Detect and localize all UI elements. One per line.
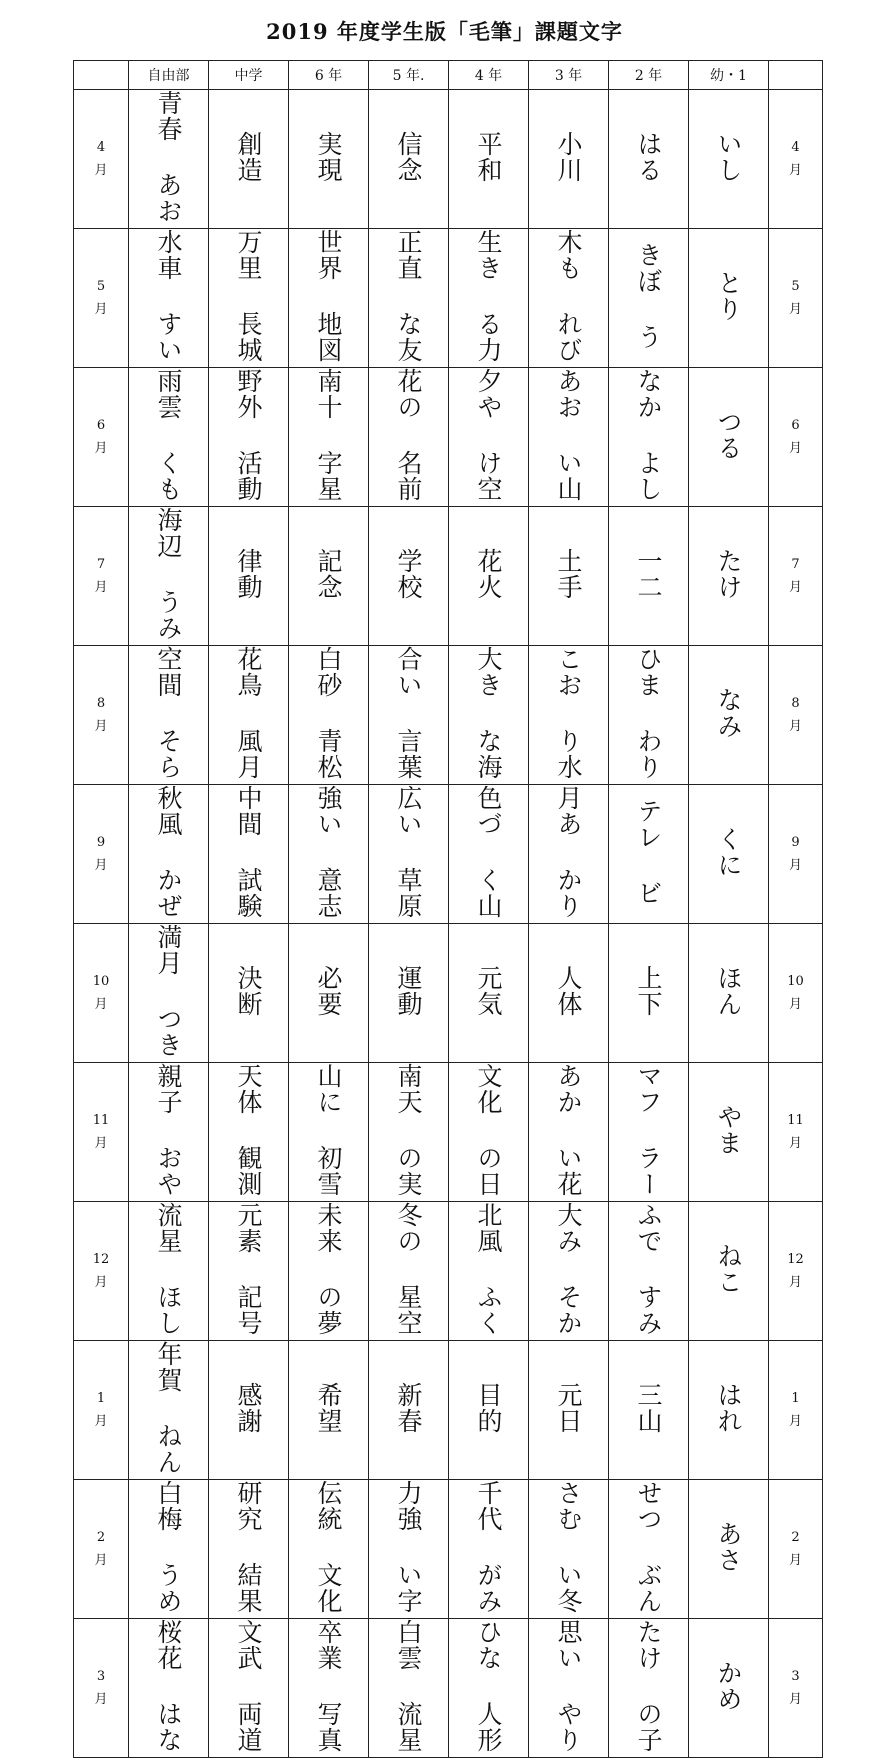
- month-number: 2: [96, 1530, 106, 1545]
- assignment-cell: [449, 924, 529, 1063]
- assignment-cell: [529, 1480, 609, 1619]
- assignment-text: とり: [714, 270, 743, 322]
- month-number: 11: [92, 1113, 110, 1128]
- assignment-cell: [369, 229, 449, 368]
- assignment-cell: [209, 368, 289, 507]
- assignment-cell: [209, 1480, 289, 1619]
- assignment-cell: [369, 1480, 449, 1619]
- month-number: 12: [787, 1252, 804, 1267]
- assignment-text: なみ: [714, 687, 743, 739]
- month-number: 5: [96, 279, 106, 294]
- assignment-text: やま: [714, 1104, 743, 1156]
- assignment-text: 文化 の日: [474, 1063, 503, 1197]
- month-unit: 月: [788, 1553, 802, 1568]
- month-label-left: [74, 368, 129, 507]
- assignment-text: 大み そか: [554, 1202, 583, 1336]
- assignment-cell: [289, 646, 369, 785]
- assignment-cell: [209, 1063, 289, 1202]
- assignment-cell: [529, 507, 609, 646]
- assignment-cell: [369, 785, 449, 924]
- assignment-cell: [129, 507, 209, 646]
- assignment-text: 空間 そら: [154, 646, 183, 780]
- assignment-text: なか よし: [634, 368, 663, 502]
- assignment-text: 北風 ふく: [474, 1202, 503, 1336]
- assignment-text: 研究 結果: [234, 1480, 263, 1614]
- assignment-text: 雨雲 くも: [154, 368, 183, 502]
- assignment-cell: [369, 1341, 449, 1480]
- month-unit: 月: [94, 302, 108, 317]
- month-unit: 月: [94, 1275, 108, 1290]
- assignment-text: 信念: [394, 131, 423, 183]
- assignment-text: 白雲 流星: [394, 1619, 423, 1753]
- assignment-text: 世界 地図: [314, 229, 343, 363]
- assignment-cell: [129, 924, 209, 1063]
- assignment-text: つる: [714, 409, 743, 461]
- assignment-text: いし: [714, 131, 743, 183]
- assignment-cell: [449, 1063, 529, 1202]
- assignment-cell: [689, 507, 769, 646]
- assignment-cell: [609, 1202, 689, 1341]
- assignment-text: 千代 がみ: [474, 1480, 503, 1614]
- assignment-cell: [689, 1341, 769, 1480]
- table-row: [74, 507, 823, 646]
- assignment-text: 文武 両道: [234, 1619, 263, 1753]
- assignment-cell: [449, 90, 529, 229]
- month-label-left: [74, 785, 129, 924]
- assignment-text: 秋風 かぜ: [154, 785, 183, 919]
- assignment-cell: [449, 1619, 529, 1758]
- month-label-right: [769, 1063, 823, 1202]
- assignment-cell: [449, 785, 529, 924]
- assignment-text: 南天 の実: [394, 1063, 423, 1197]
- table-row: [74, 1480, 823, 1619]
- assignment-cell: [529, 1063, 609, 1202]
- month-unit: 月: [94, 163, 108, 178]
- assignment-text: 平和: [474, 131, 503, 183]
- assignment-text: 未来 の夢: [314, 1202, 343, 1336]
- header-grade5: 5 年.: [369, 61, 449, 90]
- assignment-text: 元日: [554, 1382, 583, 1434]
- month-number: 12: [92, 1252, 110, 1267]
- assignment-text: 木も れび: [554, 229, 583, 363]
- assignment-cell: [369, 90, 449, 229]
- assignment-text: ひな 人形: [474, 1619, 503, 1753]
- assignment-text: あか い花: [554, 1063, 583, 1197]
- month-number: 5: [791, 279, 800, 294]
- month-unit: 月: [788, 302, 802, 317]
- assignment-text: くに: [714, 826, 743, 878]
- assignment-text: せつ ぶん: [634, 1480, 663, 1614]
- header-grade3: 3 年: [529, 61, 609, 90]
- assignment-cell: [449, 229, 529, 368]
- month-unit: 月: [788, 997, 802, 1012]
- assignment-text: テレ ビ: [634, 798, 663, 906]
- assignment-text: 思い やり: [554, 1619, 583, 1753]
- table-row: [74, 646, 823, 785]
- assignment-text: 親子 おや: [154, 1063, 183, 1197]
- month-label-left: [74, 1341, 129, 1480]
- assignment-text: 実現: [314, 131, 343, 183]
- month-label-right: [769, 924, 823, 1063]
- month-unit: 月: [94, 580, 108, 595]
- assignment-text: 中間 試験: [234, 785, 263, 919]
- month-unit: 月: [788, 1414, 802, 1429]
- assignment-text: 一二: [634, 548, 663, 600]
- month-label-right: [769, 368, 823, 507]
- assignment-cell: [529, 90, 609, 229]
- assignment-cell: [209, 507, 289, 646]
- assignment-text: 決断: [234, 965, 263, 1017]
- month-number: 4: [791, 140, 800, 155]
- assignment-cell: [689, 1480, 769, 1619]
- month-label-right: [769, 90, 823, 229]
- assignment-cell: [529, 646, 609, 785]
- assignment-text: マフ ラー: [634, 1063, 663, 1197]
- assignment-text: 希望: [314, 1382, 343, 1434]
- month-number: 1: [96, 1391, 106, 1406]
- assignment-cell: [289, 1619, 369, 1758]
- assignment-cell: [609, 229, 689, 368]
- assignment-text: 人体: [554, 965, 583, 1017]
- table-row: [74, 924, 823, 1063]
- assignment-cell: [529, 368, 609, 507]
- assignment-cell: [609, 90, 689, 229]
- assignment-text: きぼ う: [634, 242, 663, 350]
- header-row: [74, 61, 823, 90]
- assignment-text: 感謝: [234, 1382, 263, 1434]
- assignment-cell: [289, 90, 369, 229]
- assignment-cell: [289, 368, 369, 507]
- month-label-left: [74, 1480, 129, 1619]
- header-grade2: 2 年: [609, 61, 689, 90]
- month-number: 8: [791, 696, 800, 711]
- assignment-text: 冬の 星空: [394, 1202, 423, 1336]
- assignment-text: さむ い冬: [554, 1480, 583, 1614]
- month-unit: 月: [94, 441, 108, 456]
- month-label-left: [74, 229, 129, 368]
- assignment-text: 元気: [474, 965, 503, 1017]
- month-label-right: [769, 229, 823, 368]
- assignment-text: 白砂 青松: [314, 646, 343, 780]
- assignment-cell: [609, 1480, 689, 1619]
- header-youji-grade1: 幼・1: [689, 61, 769, 90]
- assignment-cell: [529, 785, 609, 924]
- assignment-cell: [449, 368, 529, 507]
- month-number: 3: [96, 1669, 106, 1684]
- month-number: 2: [791, 1530, 800, 1545]
- assignment-text: たけ の子: [634, 1619, 663, 1753]
- assignment-text: 上下: [634, 965, 663, 1017]
- assignment-text: はる: [634, 131, 663, 183]
- month-unit: 月: [788, 163, 802, 178]
- assignment-text: 学校: [394, 548, 423, 600]
- month-unit: 月: [788, 580, 802, 595]
- table-row: [74, 785, 823, 924]
- table-row: [74, 1202, 823, 1341]
- assignment-cell: [689, 1202, 769, 1341]
- month-label-right: [769, 507, 823, 646]
- assignment-text: 花火: [474, 548, 503, 600]
- assignment-text: 運動: [394, 965, 423, 1017]
- assignment-cell: [209, 90, 289, 229]
- assignment-text: 年賀 ねん: [154, 1341, 183, 1475]
- month-unit: 月: [788, 1692, 802, 1707]
- assignment-cell: [449, 646, 529, 785]
- assignment-cell: [609, 1341, 689, 1480]
- month-label-left: [74, 90, 129, 229]
- month-label-left: [74, 1202, 129, 1341]
- assignment-text: 白梅 うめ: [154, 1480, 183, 1614]
- assignment-text: 新春: [394, 1382, 423, 1434]
- assignment-text: たけ: [714, 548, 743, 600]
- assignment-text: 記念: [314, 548, 343, 600]
- header-grade4: 4 年: [449, 61, 529, 90]
- assignment-cell: [689, 90, 769, 229]
- assignment-cell: [369, 1063, 449, 1202]
- assignment-cell: [209, 646, 289, 785]
- assignment-cell: [689, 924, 769, 1063]
- month-label-left: [74, 1619, 129, 1758]
- month-unit: 月: [94, 719, 108, 734]
- table-row: [74, 229, 823, 368]
- assignment-text: 色づ く山: [474, 785, 503, 919]
- assignment-text: ねこ: [714, 1243, 743, 1295]
- month-number: 10: [787, 974, 804, 989]
- assignment-cell: [449, 507, 529, 646]
- month-number: 9: [96, 835, 106, 850]
- assignment-cell: [529, 1202, 609, 1341]
- month-label-left: [74, 507, 129, 646]
- assignment-text: 海辺 うみ: [154, 507, 183, 641]
- assignment-text: 卒業 写真: [314, 1619, 343, 1753]
- assignment-text: 月あ かり: [554, 785, 583, 919]
- assignment-cell: [369, 1619, 449, 1758]
- assignment-cell: [129, 1202, 209, 1341]
- assignment-text: 花の 名前: [394, 368, 423, 502]
- assignment-cell: [209, 785, 289, 924]
- assignment-text: 律動: [234, 548, 263, 600]
- table-row: [74, 1619, 823, 1758]
- assignment-cell: [289, 1063, 369, 1202]
- assignment-text: ほん: [714, 965, 743, 1017]
- assignment-text: ふで すみ: [634, 1202, 663, 1336]
- month-unit: 月: [788, 858, 802, 873]
- assignment-cell: [289, 229, 369, 368]
- assignment-cell: [369, 1202, 449, 1341]
- assignment-cell: [129, 1063, 209, 1202]
- assignment-cell: [609, 1619, 689, 1758]
- assignment-cell: [609, 1063, 689, 1202]
- month-number: 10: [92, 974, 110, 989]
- assignment-text: あお い山: [554, 368, 583, 502]
- assignment-cell: [129, 229, 209, 368]
- assignment-text: ひま わり: [634, 646, 663, 780]
- assignment-cell: [449, 1480, 529, 1619]
- month-unit: 月: [788, 719, 802, 734]
- month-label-left: [74, 1063, 129, 1202]
- assignment-text: 目的: [474, 1382, 503, 1434]
- page-title: 2019 年度学生版「毛筆」課題文字: [266, 19, 623, 44]
- month-label-right: [769, 1341, 823, 1480]
- assignment-text: 天体 観測: [234, 1063, 263, 1197]
- assignment-text: 満月 つき: [154, 924, 183, 1058]
- assignment-text: 南十 字星: [314, 368, 343, 502]
- assignment-text: 強い 意志: [314, 785, 343, 919]
- assignment-cell: [209, 1619, 289, 1758]
- month-number: 11: [787, 1113, 804, 1128]
- assignment-text: 元素 記号: [234, 1202, 263, 1336]
- month-label-right: [769, 1619, 823, 1758]
- assignment-text: 桜花 はな: [154, 1619, 183, 1753]
- header-blank-left: [74, 61, 129, 90]
- month-number: 8: [96, 696, 106, 711]
- assignment-cell: [129, 1480, 209, 1619]
- month-unit: 月: [94, 1414, 108, 1429]
- assignment-text: 伝統 文化: [314, 1480, 343, 1614]
- assignment-text: 必要: [314, 965, 343, 1017]
- table-row: [74, 90, 823, 229]
- assignment-cell: [529, 229, 609, 368]
- month-unit: 月: [94, 858, 108, 873]
- assignment-cell: [449, 1202, 529, 1341]
- month-number: 6: [791, 418, 800, 433]
- assignment-cell: [609, 368, 689, 507]
- month-number: 6: [96, 418, 106, 433]
- month-number: 9: [791, 835, 800, 850]
- month-number: 7: [96, 557, 106, 572]
- assignment-cell: [289, 785, 369, 924]
- month-unit: 月: [94, 997, 108, 1012]
- month-label-right: [769, 785, 823, 924]
- assignment-cell: [369, 924, 449, 1063]
- assignment-cell: [289, 1341, 369, 1480]
- assignment-cell: [289, 507, 369, 646]
- assignment-text: 野外 活動: [234, 368, 263, 502]
- assignment-text: 創造: [234, 131, 263, 183]
- assignment-cell: [129, 785, 209, 924]
- assignment-cell: [129, 368, 209, 507]
- assignment-cell: [609, 785, 689, 924]
- assignment-text: 合い 言葉: [394, 646, 423, 780]
- assignment-cell: [609, 646, 689, 785]
- assignment-text: 小川: [554, 131, 583, 183]
- assignment-cell: [209, 1202, 289, 1341]
- header-jiyu: 自由部: [129, 61, 209, 90]
- table-row: [74, 368, 823, 507]
- table-row: [74, 1341, 823, 1480]
- assignment-text: 正直 な友: [394, 229, 423, 363]
- assignment-cell: [289, 1202, 369, 1341]
- assignment-text: 万里 長城: [234, 229, 263, 363]
- table-row: [74, 1063, 823, 1202]
- assignment-text: こお り水: [554, 646, 583, 780]
- assignment-cell: [289, 1480, 369, 1619]
- assignment-text: 三山: [634, 1382, 663, 1434]
- assignment-cell: [369, 646, 449, 785]
- assignment-cell: [689, 368, 769, 507]
- assignment-text: かめ: [714, 1660, 743, 1712]
- assignment-cell: [689, 646, 769, 785]
- assignment-cell: [609, 507, 689, 646]
- month-label-left: [74, 646, 129, 785]
- assignment-cell: [529, 924, 609, 1063]
- assignment-cell: [129, 90, 209, 229]
- assignment-text: はれ: [714, 1382, 743, 1434]
- assignment-cell: [129, 1341, 209, 1480]
- month-unit: 月: [788, 1275, 802, 1290]
- month-unit: 月: [788, 441, 802, 456]
- month-number: 1: [791, 1391, 800, 1406]
- month-label-left: [74, 924, 129, 1063]
- assignment-text: 夕や け空: [474, 368, 503, 502]
- assignment-text: 花鳥 風月: [234, 646, 263, 780]
- assignment-cell: [289, 924, 369, 1063]
- assignment-cell: [689, 1619, 769, 1758]
- header-grade6: 6 年: [289, 61, 369, 90]
- assignment-cell: [129, 646, 209, 785]
- month-unit: 月: [94, 1553, 108, 1568]
- assignment-cell: [689, 1063, 769, 1202]
- assignment-text: 大き な海: [474, 646, 503, 780]
- assignment-text: 力強 い字: [394, 1480, 423, 1614]
- assignment-table: [73, 60, 823, 1758]
- assignment-cell: [609, 924, 689, 1063]
- assignment-cell: [369, 368, 449, 507]
- assignment-cell: [529, 1619, 609, 1758]
- assignment-cell: [529, 1341, 609, 1480]
- assignment-cell: [689, 785, 769, 924]
- assignment-text: 流星 ほし: [154, 1202, 183, 1336]
- assignment-text: 生き る力: [474, 229, 503, 363]
- month-label-right: [769, 1202, 823, 1341]
- assignment-cell: [689, 229, 769, 368]
- assignment-cell: [449, 1341, 529, 1480]
- header-blank-right: [769, 61, 823, 90]
- assignment-text: 水車 すい: [154, 229, 183, 363]
- assignment-text: 土手: [554, 548, 583, 600]
- assignment-text: 青春 あお: [154, 90, 183, 224]
- month-label-right: [769, 1480, 823, 1619]
- month-unit: 月: [94, 1136, 108, 1151]
- month-unit: 月: [788, 1136, 802, 1151]
- assignment-cell: [209, 924, 289, 1063]
- assignment-cell: [369, 507, 449, 646]
- month-label-right: [769, 646, 823, 785]
- assignment-text: あさ: [714, 1521, 743, 1573]
- month-unit: 月: [94, 1692, 108, 1707]
- month-number: 4: [96, 140, 106, 155]
- assignment-text: 広い 草原: [394, 785, 423, 919]
- month-number: 3: [791, 1669, 800, 1684]
- assignment-cell: [209, 1341, 289, 1480]
- assignment-cell: [129, 1619, 209, 1758]
- month-number: 7: [791, 557, 800, 572]
- assignment-text: 山に 初雪: [314, 1063, 343, 1197]
- assignment-cell: [209, 229, 289, 368]
- header-chugaku: 中学: [209, 61, 289, 90]
